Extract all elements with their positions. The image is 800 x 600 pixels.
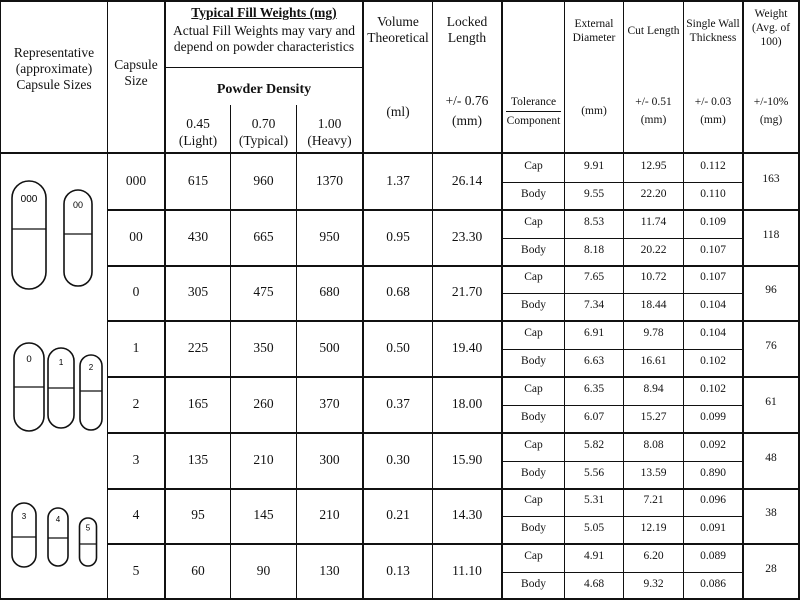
cell-fill-heavy: 680 bbox=[319, 284, 340, 300]
cell-weight: 163 bbox=[762, 172, 780, 185]
cell-component: Body bbox=[521, 578, 546, 591]
cell-ext-diameter: 7.34 bbox=[583, 299, 605, 312]
cell-ext-diameter: 5.82 bbox=[583, 438, 605, 451]
capsule-shape bbox=[64, 190, 92, 286]
cell-wall-thickness: 0.092 bbox=[700, 438, 726, 451]
cell-ext-diameter: 7.65 bbox=[583, 271, 605, 284]
cell-fill-light: 615 bbox=[187, 172, 209, 188]
cell-ext-diameter: 4.68 bbox=[583, 578, 605, 591]
cell-locked-length: 26.14 bbox=[451, 172, 483, 188]
cell-capsule-size: 0 bbox=[132, 284, 140, 300]
header-ext-diameter: External Diameter bbox=[572, 18, 616, 44]
rule-top bbox=[0, 0, 800, 2]
cell-wall-thickness: 0.109 bbox=[700, 215, 726, 228]
cell-cut-length: 18.44 bbox=[640, 299, 667, 312]
cell-cut-length: 7.21 bbox=[643, 494, 664, 507]
cell-capsule-size: 3 bbox=[132, 451, 140, 467]
cap-body-rule bbox=[502, 461, 743, 462]
capsule-shape bbox=[14, 343, 44, 431]
cell-wall-thickness: 0.102 bbox=[700, 382, 726, 395]
rule-header-bottom bbox=[0, 152, 800, 154]
capsule-shape bbox=[12, 181, 46, 289]
cell-component: Body bbox=[521, 187, 546, 200]
header-capsule-size: Capsule Size bbox=[114, 57, 158, 89]
header-wall-thickness: Single Wall Thickness bbox=[686, 18, 740, 44]
header-cut-tol: +/- 0.51 bbox=[635, 96, 672, 108]
cap-body-rule bbox=[502, 293, 743, 294]
cell-component: Cap bbox=[524, 382, 543, 395]
cell-weight: 38 bbox=[765, 507, 777, 520]
cell-ext-diameter: 9.55 bbox=[583, 187, 605, 200]
cap-body-rule bbox=[502, 405, 743, 406]
header-weight-tol: +/-10% bbox=[753, 96, 789, 108]
cell-fill-heavy: 950 bbox=[319, 228, 340, 244]
cell-volume: 0.50 bbox=[386, 340, 410, 356]
cell-cut-length: 8.94 bbox=[643, 382, 664, 395]
capsule-label: 4 bbox=[55, 515, 61, 524]
capsule-label: 3 bbox=[21, 512, 27, 521]
cell-ext-diameter: 9.91 bbox=[583, 159, 605, 172]
cell-wall-thickness: 0.091 bbox=[700, 522, 726, 535]
cell-wall-thickness: 0.890 bbox=[700, 466, 726, 479]
cell-fill-heavy: 370 bbox=[319, 395, 340, 411]
header-volume: Volume Theoretical bbox=[367, 14, 429, 46]
cell-locked-length: 19.40 bbox=[451, 340, 483, 356]
capsule-label: 5 bbox=[85, 523, 91, 533]
header-cut-length: Cut Length bbox=[627, 25, 680, 37]
cell-fill-typical: 260 bbox=[253, 395, 274, 411]
capsule-shape bbox=[80, 518, 97, 566]
cell-fill-typical: 145 bbox=[253, 507, 274, 523]
cell-fill-heavy: 1370 bbox=[316, 172, 343, 188]
cell-volume: 0.21 bbox=[386, 507, 410, 523]
capsule-label: 1 bbox=[58, 357, 64, 367]
cell-ext-diameter: 8.53 bbox=[583, 215, 605, 228]
header-tolerance: Tolerance bbox=[510, 96, 557, 108]
header-cut-unit: (mm) bbox=[640, 114, 667, 126]
capsule-label: 00 bbox=[73, 200, 83, 210]
header-weight: Weight (Avg. of 100) bbox=[751, 8, 791, 48]
cell-ext-diameter: 8.18 bbox=[583, 243, 605, 256]
cell-cut-length: 6.20 bbox=[643, 550, 664, 563]
cell-ext-diameter: 6.07 bbox=[583, 410, 605, 423]
cell-weight: 28 bbox=[765, 563, 777, 576]
cell-component: Cap bbox=[524, 494, 543, 507]
cell-cut-length: 20.22 bbox=[640, 243, 667, 256]
cell-fill-heavy: 300 bbox=[319, 451, 340, 467]
header-rep-sizes: Representative (approximate) Capsule Sizes bbox=[13, 45, 95, 93]
rule-tolerance bbox=[506, 111, 561, 112]
cell-locked-length: 21.70 bbox=[451, 284, 483, 300]
cell-ext-diameter: 5.05 bbox=[583, 522, 605, 535]
cell-cut-length: 12.19 bbox=[640, 522, 667, 535]
cell-component: Cap bbox=[524, 215, 543, 228]
cell-wall-thickness: 0.102 bbox=[700, 355, 726, 368]
cap-body-rule bbox=[502, 349, 743, 350]
cell-fill-light: 225 bbox=[187, 340, 209, 356]
cell-locked-length: 15.90 bbox=[451, 451, 483, 467]
capsule-shape bbox=[48, 508, 68, 566]
capsule-shape bbox=[80, 355, 102, 430]
capsule-shape bbox=[12, 503, 36, 567]
cell-wall-thickness: 0.089 bbox=[700, 550, 726, 563]
cell-component: Body bbox=[521, 410, 546, 423]
cell-wall-thickness: 0.112 bbox=[700, 159, 726, 172]
cell-volume: 0.13 bbox=[386, 563, 410, 579]
cell-component: Body bbox=[521, 243, 546, 256]
cell-fill-typical: 90 bbox=[256, 563, 271, 579]
cell-cut-length: 9.78 bbox=[643, 327, 664, 340]
cell-locked-length: 23.30 bbox=[451, 228, 483, 244]
header-density-typical-label: (Typical) bbox=[238, 133, 289, 148]
cell-cut-length: 8.08 bbox=[643, 438, 664, 451]
cell-wall-thickness: 0.107 bbox=[700, 243, 726, 256]
cell-wall-thickness: 0.096 bbox=[700, 494, 726, 507]
cell-weight: 96 bbox=[765, 284, 777, 297]
header-locked-length: Locked Length bbox=[446, 14, 488, 46]
cell-capsule-size: 000 bbox=[125, 172, 147, 188]
cell-cut-length: 11.74 bbox=[640, 215, 667, 228]
cell-fill-typical: 960 bbox=[253, 172, 274, 188]
cell-ext-diameter: 5.31 bbox=[583, 494, 605, 507]
header-component: Component bbox=[506, 115, 561, 127]
cell-ext-diameter: 6.63 bbox=[583, 355, 605, 368]
cell-fill-light: 60 bbox=[191, 563, 205, 579]
cell-weight: 48 bbox=[765, 451, 777, 464]
row-rule bbox=[107, 432, 798, 434]
cell-capsule-size: 4 bbox=[132, 507, 140, 523]
header-density-typical-value: 0.70 bbox=[251, 116, 276, 131]
cell-wall-thickness: 0.104 bbox=[700, 299, 726, 312]
cell-volume: 1.37 bbox=[386, 172, 410, 188]
row-rule bbox=[107, 209, 798, 211]
header-locked-tol: +/- 0.76 bbox=[445, 93, 489, 108]
row-rule bbox=[107, 320, 798, 322]
cell-ext-diameter: 6.35 bbox=[583, 382, 605, 395]
capsule-label: 0 bbox=[26, 354, 32, 365]
header-powder-density: Powder Density bbox=[216, 82, 312, 97]
header-density-light-value: 0.45 bbox=[186, 116, 210, 131]
cell-cut-length: 16.61 bbox=[640, 355, 667, 368]
cell-weight: 76 bbox=[765, 340, 777, 353]
cell-component: Cap bbox=[524, 438, 543, 451]
cell-wall-thickness: 0.099 bbox=[700, 410, 726, 423]
cell-component: Cap bbox=[524, 271, 543, 284]
header-volume-unit: (ml) bbox=[386, 104, 410, 119]
cell-fill-typical: 665 bbox=[253, 228, 274, 244]
cell-capsule-size: 00 bbox=[129, 228, 143, 244]
cell-fill-light: 305 bbox=[187, 284, 209, 300]
header-locked-unit: (mm) bbox=[452, 113, 482, 128]
row-rule bbox=[107, 376, 798, 378]
cell-fill-light: 430 bbox=[187, 228, 209, 244]
cell-wall-thickness: 0.104 bbox=[700, 327, 726, 340]
capsule-label: 000 bbox=[20, 194, 38, 205]
header-fill-subtitle: Actual Fill Weights may vary and depend on powder characteristics bbox=[172, 23, 355, 55]
cell-wall-thickness: 0.107 bbox=[700, 271, 726, 284]
cell-volume: 0.30 bbox=[386, 451, 410, 467]
cell-ext-diameter: 6.91 bbox=[583, 327, 605, 340]
header-density-heavy-value: 1.00 bbox=[317, 116, 342, 131]
header-ext-unit: (mm) bbox=[581, 105, 607, 117]
cell-component: Cap bbox=[524, 327, 543, 340]
cell-cut-length: 9.32 bbox=[643, 578, 664, 591]
capsule-shape bbox=[48, 348, 74, 428]
cell-volume: 0.68 bbox=[386, 284, 410, 300]
cap-body-rule bbox=[502, 572, 743, 573]
cell-wall-thickness: 0.110 bbox=[700, 187, 726, 200]
header-fill-title: Typical Fill Weights (mg) bbox=[191, 5, 337, 20]
cell-component: Body bbox=[521, 355, 546, 368]
cell-cut-length: 15.27 bbox=[640, 410, 667, 423]
cell-fill-typical: 475 bbox=[253, 284, 274, 300]
cell-capsule-size: 5 bbox=[132, 563, 140, 579]
cell-ext-diameter: 5.56 bbox=[583, 466, 605, 479]
cell-wall-thickness: 0.086 bbox=[700, 578, 726, 591]
cell-component: Cap bbox=[524, 159, 543, 172]
header-wall-tol: +/- 0.03 bbox=[694, 96, 732, 108]
cell-volume: 0.95 bbox=[386, 228, 410, 244]
cell-fill-heavy: 130 bbox=[319, 563, 340, 579]
cell-fill-light: 165 bbox=[187, 395, 209, 411]
cell-capsule-size: 1 bbox=[132, 340, 140, 356]
cell-capsule-size: 2 bbox=[132, 395, 140, 411]
cell-fill-heavy: 500 bbox=[319, 340, 340, 356]
cell-component: Body bbox=[521, 466, 546, 479]
cell-fill-heavy: 210 bbox=[319, 507, 340, 523]
row-rule bbox=[107, 543, 798, 545]
cell-weight: 118 bbox=[762, 228, 780, 241]
cell-fill-typical: 350 bbox=[253, 340, 274, 356]
cell-cut-length: 12.95 bbox=[640, 159, 667, 172]
cap-body-rule bbox=[502, 238, 743, 239]
cap-body-rule bbox=[502, 182, 743, 183]
rule-fill-subheader bbox=[166, 67, 362, 68]
cell-locked-length: 11.10 bbox=[452, 563, 482, 579]
row-rule bbox=[107, 265, 798, 267]
cell-weight: 61 bbox=[765, 395, 777, 408]
cell-cut-length: 13.59 bbox=[640, 466, 667, 479]
cap-body-rule bbox=[502, 516, 743, 517]
header-density-light-label: (Light) bbox=[178, 133, 218, 148]
header-weight-unit: (mg) bbox=[759, 114, 783, 126]
header-wall-unit: (mm) bbox=[700, 114, 726, 126]
cell-ext-diameter: 4.91 bbox=[583, 550, 605, 563]
cell-locked-length: 14.30 bbox=[451, 507, 483, 523]
capsule-label: 2 bbox=[88, 363, 94, 372]
cell-cut-length: 10.72 bbox=[640, 271, 667, 284]
row-rule bbox=[107, 488, 798, 490]
cell-cut-length: 22.20 bbox=[640, 187, 667, 200]
cell-fill-light: 95 bbox=[191, 507, 205, 523]
cell-fill-typical: 210 bbox=[253, 451, 274, 467]
capsule-illustrations bbox=[0, 0, 108, 600]
cell-component: Cap bbox=[524, 550, 543, 563]
cell-fill-light: 135 bbox=[187, 451, 209, 467]
cell-component: Body bbox=[521, 299, 546, 312]
cell-volume: 0.37 bbox=[386, 395, 410, 411]
header-density-heavy-label: (Heavy) bbox=[307, 133, 352, 148]
cell-component: Body bbox=[521, 522, 546, 535]
cell-locked-length: 18.00 bbox=[451, 395, 483, 411]
